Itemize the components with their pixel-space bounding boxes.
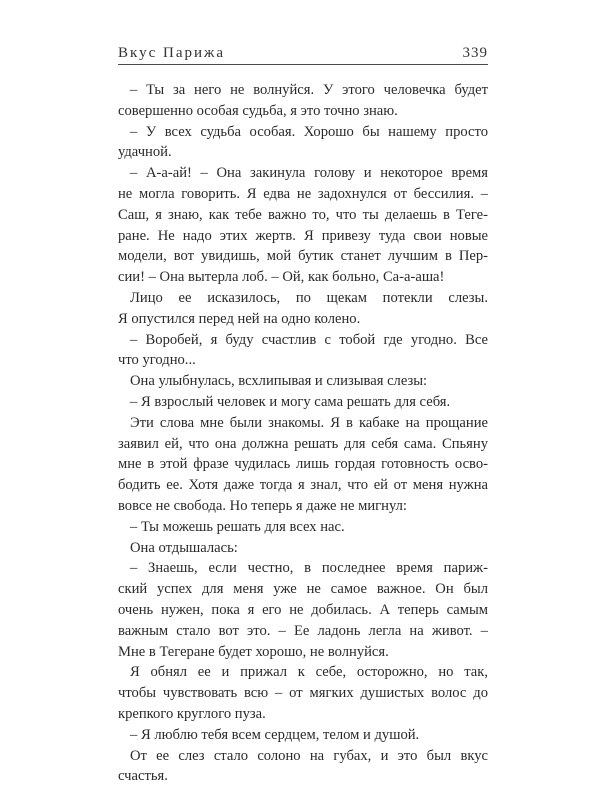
text-line: модели, вот увидишь, мой бутик станет лучшим в Пер- — [118, 248, 488, 265]
text-line: не могла говорить. Я едва не задохнулся от бессилия. – — [118, 185, 488, 202]
text-line: Она отдышалась: — [130, 539, 238, 556]
text-line: совершенно особая судьба, я это точно знаю. — [118, 102, 398, 119]
text-line: удачной. — [118, 144, 172, 161]
text-line: Она улыбнулась, всхлипывая и слизывая слезы: — [130, 373, 428, 390]
text-line: – Воробей, я буду счастлив с тобой где угодно. Все — [130, 331, 488, 348]
text-line: Лицо ее исказилось, по щекам потекли слезы. — [130, 289, 488, 306]
text-line: что угодно... — [118, 352, 196, 369]
text-line: Я опустился перед ней на одно колено. — [118, 310, 361, 327]
header-rule — [118, 64, 488, 65]
text-line: заявил ей, что она должна решать для себя сама. Спьяну — [118, 435, 488, 452]
text-line: – А-а-ай! – Она закинула голову и некоторое время — [130, 165, 488, 182]
text-line: мне в этой фразе чудилась лишь гордая готовность осво- — [118, 456, 488, 473]
text-line: ский успех для меня уже не самое важное. Он был — [118, 581, 488, 598]
text-line: важным стало вот это. – Ее ладонь легла на живот. – — [118, 622, 488, 639]
text-line: Эти слова мне были знакомы. Я в кабаке на прощание — [130, 414, 488, 431]
text-line: крепкого круглого пуза. — [118, 705, 266, 722]
text-line: Саш, я знаю, как тебе важно то, что ты делаешь в Теге- — [118, 206, 488, 223]
text-line: вовсе не свобода. Но теперь я даже не мигнул: — [118, 497, 407, 514]
text-line: очень нужен, пока я его не добилась. А теперь самым — [118, 601, 488, 618]
text-line: сии! – Она вытерла лоб. – Ой, как больно, Са-а-аша! — [118, 269, 445, 286]
text-line: – Ты можешь решать для всех нас. — [130, 518, 345, 535]
text-line: чтобы чувствовать всю – от мягких душистых волос до — [118, 685, 488, 702]
page-header — [118, 38, 488, 62]
text-line: – Я люблю тебя всем сердцем, телом и душой. — [130, 726, 420, 743]
text-line: ране. Не надо этих жертв. Я привезу туда свои новые — [118, 227, 488, 244]
text-line: – Я взрослый человек и могу сама решать для себя. — [130, 393, 451, 410]
page-number: 339 — [462, 45, 488, 61]
text-line: Мне в Тегеране будет хорошо, не волнуйся. — [118, 643, 389, 660]
text-line: Я обнял ее и прижал к себе, осторожно, но так, — [130, 664, 488, 681]
text-line: бодить ее. Хотя даже тогда я знал, что ей от меня нужна — [118, 477, 488, 494]
page-body-text — [118, 80, 488, 787]
text-line: – Знаешь, если честно, в последнее время париж- — [130, 560, 488, 577]
text-line: – У всех судьба особая. Хорошо бы нашему просто — [130, 123, 488, 140]
running-head: Вкус Парижа — [118, 45, 226, 61]
text-line: счастья. — [118, 768, 168, 785]
text-line: От ее слез стало солоно на губах, и это был вкус — [130, 747, 488, 764]
text-line: – Ты за него не волнуйся. У этого человечка будет — [130, 82, 488, 98]
